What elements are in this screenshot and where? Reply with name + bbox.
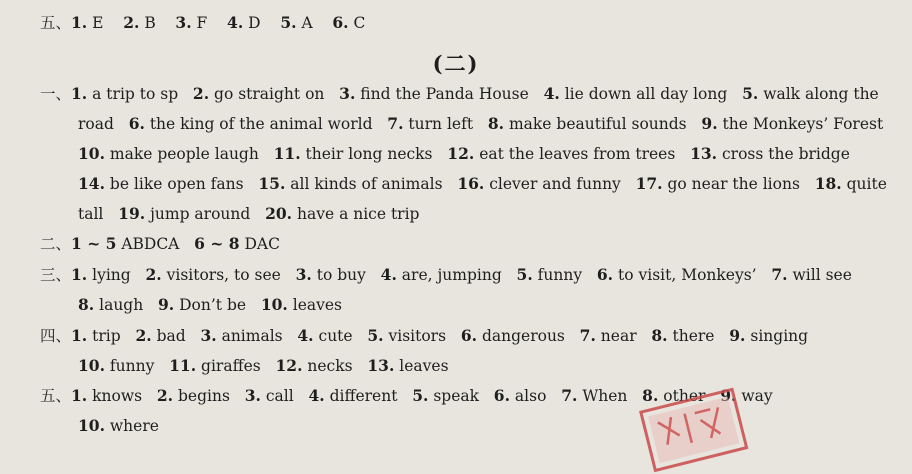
answer-item: 7. near — [579, 326, 637, 345]
answer-item: 1. a trip to sp — [71, 84, 179, 103]
answer-item: 13. cross the bridge — [690, 144, 850, 163]
answer-item: 6. dangerous — [460, 326, 565, 345]
answer-item: 2. begins — [156, 386, 230, 405]
answer-line — [78, 415, 159, 437]
answer-item: 8. other — [642, 386, 706, 405]
answer-item: 19. jump around — [118, 204, 251, 223]
answer-item: 1. knows — [71, 386, 143, 405]
section-label: 二、 — [40, 235, 72, 253]
answer-item: 6. to visit, Monkeys’ — [596, 265, 757, 284]
answer-item: 8. laugh — [78, 295, 144, 314]
answer-item: 10. funny — [78, 356, 155, 375]
answer-item: 4. lie down all day long — [543, 84, 728, 103]
answer-item: 7. When — [561, 386, 628, 405]
answer-item: 4. D — [227, 13, 261, 32]
answer-item: 11. giraffes — [169, 356, 261, 375]
answer-line — [78, 355, 449, 377]
answer-item: 9. Don’t be — [158, 295, 247, 314]
answer-item: 4. cute — [297, 326, 353, 345]
answer-item: 9. singing — [729, 326, 809, 345]
answer-line — [40, 325, 808, 347]
answer-item: 9. the Monkeys’ Forest — [701, 114, 884, 133]
section-label: 五、 — [40, 14, 72, 32]
answer-line — [78, 203, 419, 225]
answer-item: 2. go straight on — [192, 84, 325, 103]
answer-line — [78, 143, 850, 165]
answer-item: 3. to buy — [295, 265, 366, 284]
section-top-line — [40, 12, 365, 34]
answer-line — [40, 233, 280, 255]
answer-item: 6. the king of the animal world — [128, 114, 373, 133]
answer-line — [40, 264, 852, 286]
answer-line — [40, 83, 879, 105]
answer-item: 14. be like open fans — [78, 174, 244, 193]
section-label: 四、 — [40, 327, 72, 345]
answer-item: 2. visitors, to see — [145, 265, 281, 284]
answer-item: 11. their long necks — [273, 144, 433, 163]
section-label: 三、 — [40, 266, 72, 284]
answer-line — [78, 294, 342, 316]
answer-line — [78, 113, 883, 135]
answer-item: 5. funny — [516, 265, 583, 284]
answer-item: 20. have a nice trip — [265, 204, 420, 223]
answer-item: 18. quite — [814, 174, 887, 193]
answer-item: 7. will see — [771, 265, 852, 284]
answer-item: 6. also — [493, 386, 547, 405]
answer-item: 10. make people laugh — [78, 144, 259, 163]
answer-item: 1. trip — [71, 326, 121, 345]
answer-item: 1. E — [71, 13, 104, 32]
answer-item: 6. C — [332, 13, 366, 32]
answer-item: 2. bad — [135, 326, 186, 345]
answer-item: 3. animals — [200, 326, 283, 345]
answer-item: 5. visitors — [367, 326, 447, 345]
answer-item: 4. different — [308, 386, 398, 405]
section-label: 一、 — [40, 85, 72, 103]
answer-item: 8. make beautiful sounds — [487, 114, 687, 133]
answer-item: 10. leaves — [260, 295, 342, 314]
answer-item: 8. there — [651, 326, 715, 345]
answer-item: road — [78, 115, 114, 133]
answer-item: 3. F — [175, 13, 208, 32]
answer-item: 13. leaves — [367, 356, 449, 375]
answer-item: 9. way — [720, 386, 773, 405]
section-label: 五、 — [40, 387, 72, 405]
answer-item: 1 ~ 5 ABDCA — [71, 234, 180, 253]
answer-item: 5. walk along the — [742, 84, 879, 103]
answer-item: 15. all kinds of animals — [258, 174, 443, 193]
answer-item: 5. speak — [412, 386, 480, 405]
answer-item: 7. turn left — [387, 114, 474, 133]
answer-item: 3. find the Panda House — [339, 84, 529, 103]
answer-item: 16. clever and funny — [457, 174, 621, 193]
answer-item: 10. where — [78, 416, 159, 435]
answer-item: 12. necks — [275, 356, 353, 375]
answer-item: 3. call — [244, 386, 294, 405]
answer-item: 2. B — [123, 13, 156, 32]
answer-item: 6 ~ 8 DAC — [194, 234, 280, 253]
answer-line — [78, 173, 887, 195]
answer-item: 5. A — [280, 13, 313, 32]
part-heading: (二) — [432, 51, 480, 76]
answer-item: 1. lying — [71, 265, 131, 284]
answer-item: 12. eat the leaves from trees — [447, 144, 676, 163]
answer-item: 4. are, jumping — [380, 265, 502, 284]
answer-item: 17. go near the lions — [635, 174, 800, 193]
answer-item: tall — [78, 205, 104, 223]
